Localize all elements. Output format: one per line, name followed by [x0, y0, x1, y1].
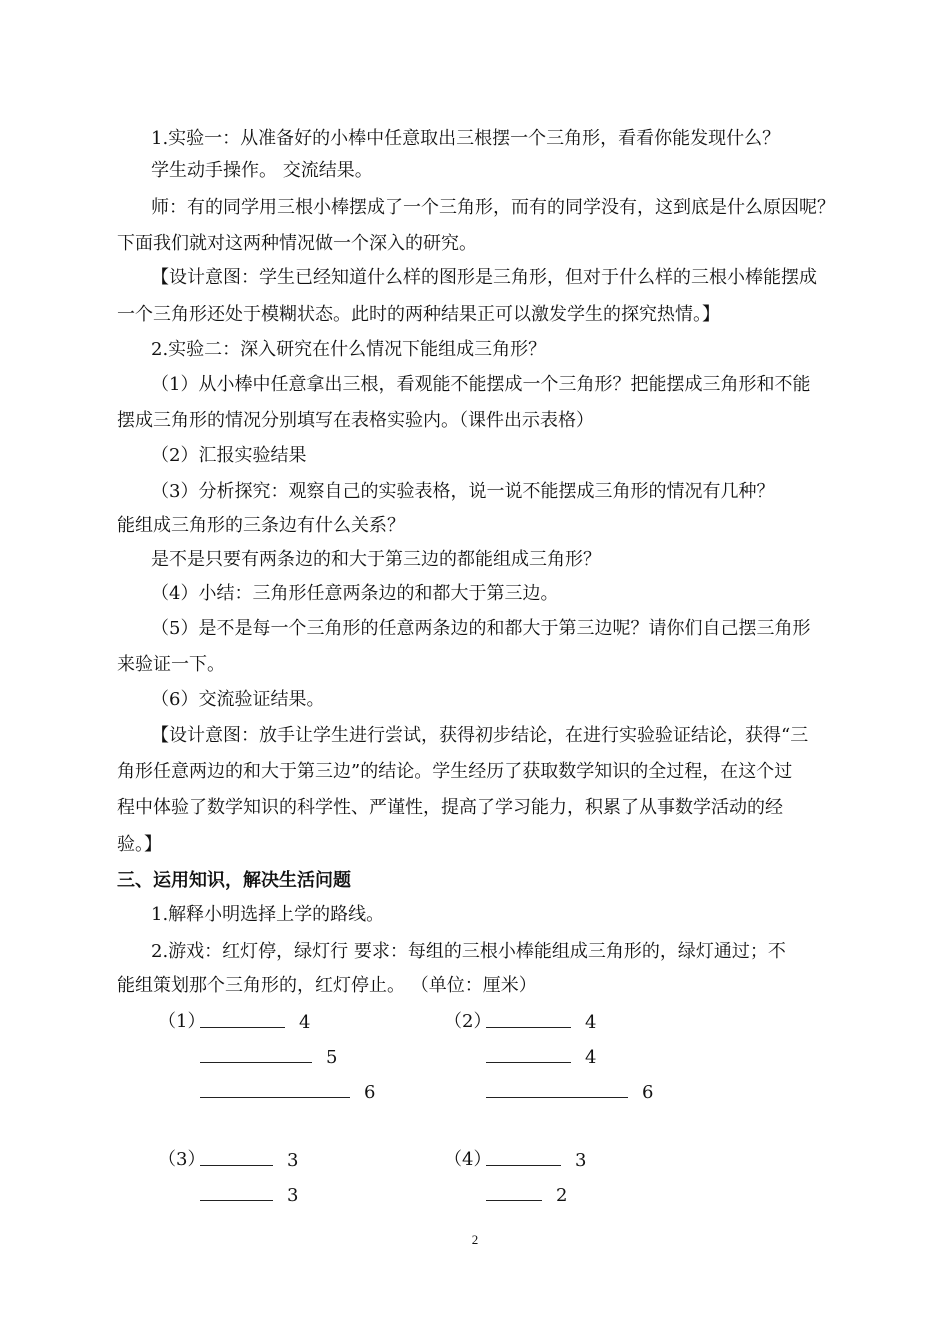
paragraph-line: 2.实验二：深入研究在什么情况下能组成三角形？	[151, 339, 547, 360]
stick-line	[200, 1080, 350, 1098]
stick-line	[486, 1148, 561, 1166]
group-label: （4）	[444, 1149, 492, 1170]
stick-row	[486, 1080, 653, 1105]
paragraph-line: （3）分析探究：观察自己的实验表格，说一说不能摆成三角形的情况有几种？	[151, 481, 775, 502]
paragraph-line: （5）是不是每一个三角形的任意两条边的和都大于第三边呢？请你们自己摆三角形	[151, 618, 811, 639]
stick-length: 2	[556, 1185, 568, 1206]
stick-line	[200, 1148, 273, 1166]
stick-line	[200, 1010, 285, 1028]
stick-line	[486, 1045, 571, 1063]
paragraph-line: 1.解释小明选择上学的路线。	[151, 904, 385, 925]
paragraph-line: 1.实验一：从准备好的小棒中任意取出三根摆一个三角形，看看你能发现什么？	[151, 128, 781, 149]
paragraph-line: 摆成三角形的情况分别填写在表格实验内。（课件出示表格）	[117, 410, 594, 431]
paragraph-line: 2.游戏：红灯停，绿灯行 要求：每组的三根小棒能组成三角形的，绿灯通过；不	[151, 941, 786, 962]
paragraph-line: 下面我们就对这两种情况做一个深入的研究。	[117, 233, 477, 254]
group-label: （3）	[158, 1149, 206, 1170]
design-intent-line: 【设计意图：学生已经知道什么样的图形是三角形，但对于什么样的三根小棒能摆成	[151, 267, 817, 288]
paragraph-line: 是不是只要有两条边的和大于第三边的都能组成三角形？	[151, 549, 601, 570]
stick-line	[486, 1080, 628, 1098]
paragraph-line: （6）交流验证结果。	[151, 689, 325, 710]
stick-length: 3	[287, 1185, 299, 1206]
stick-row	[486, 1045, 596, 1070]
design-intent-line: 角形任意两边的和大于第三边”的结论。学生经历了获取数学知识的全过程，在这个过	[117, 761, 793, 782]
stick-row	[200, 1080, 375, 1105]
paragraph-line: 能组成三角形的三条边有什么关系？	[117, 515, 405, 536]
stick-length: 4	[585, 1047, 597, 1068]
paragraph-line: 能组策划那个三角形的，红灯停止。 （单位：厘米）	[117, 975, 537, 996]
stick-row	[200, 1148, 298, 1173]
stick-length: 3	[575, 1150, 587, 1171]
stick-row	[486, 1183, 567, 1208]
design-intent-line: 一个三角形还处于模糊状态。此时的两种结果正可以激发学生的探究热情。】	[117, 304, 720, 325]
stick-line	[200, 1045, 312, 1063]
stick-row	[200, 1010, 310, 1035]
design-intent-line: 程中体验了数学知识的科学性、严谨性，提高了学习能力，积累了从事数学活动的经	[117, 797, 783, 818]
group-label: （2）	[444, 1011, 492, 1032]
section-heading: 三、运用知识，解决生活问题	[117, 870, 351, 891]
stick-row	[486, 1010, 596, 1035]
stick-row	[200, 1183, 298, 1208]
stick-line	[486, 1183, 542, 1201]
paragraph-line: （2）汇报实验结果	[151, 445, 307, 466]
stick-row	[486, 1148, 586, 1173]
design-intent-line: 验。】	[117, 834, 162, 855]
stick-length: 4	[585, 1012, 597, 1033]
stick-length: 3	[287, 1150, 299, 1171]
design-intent-line: 【设计意图：放手让学生进行尝试，获得初步结论，在进行实验验证结论，获得“三	[151, 725, 809, 746]
group-label: （1）	[158, 1011, 206, 1032]
paragraph-line: 师：有的同学用三根小棒摆成了一个三角形，而有的同学没有，这到底是什么原因呢？	[151, 197, 835, 218]
paragraph-line: （4）小结：三角形任意两条边的和都大于第三边。	[151, 583, 559, 604]
stick-row	[200, 1045, 337, 1070]
stick-length: 6	[642, 1082, 654, 1103]
stick-line	[200, 1183, 273, 1201]
stick-length: 4	[299, 1012, 311, 1033]
paragraph-line: 学生动手操作。 交流结果。	[151, 160, 373, 181]
stick-length: 6	[364, 1082, 376, 1103]
page-number: 2	[471, 1232, 479, 1247]
paragraph-line: 来验证一下。	[117, 654, 225, 675]
paragraph-line: （1）从小棒中任意拿出三根，看观能不能摆成一个三角形？把能摆成三角形和不能	[151, 374, 811, 395]
stick-length: 5	[326, 1047, 338, 1068]
stick-line	[486, 1010, 571, 1028]
